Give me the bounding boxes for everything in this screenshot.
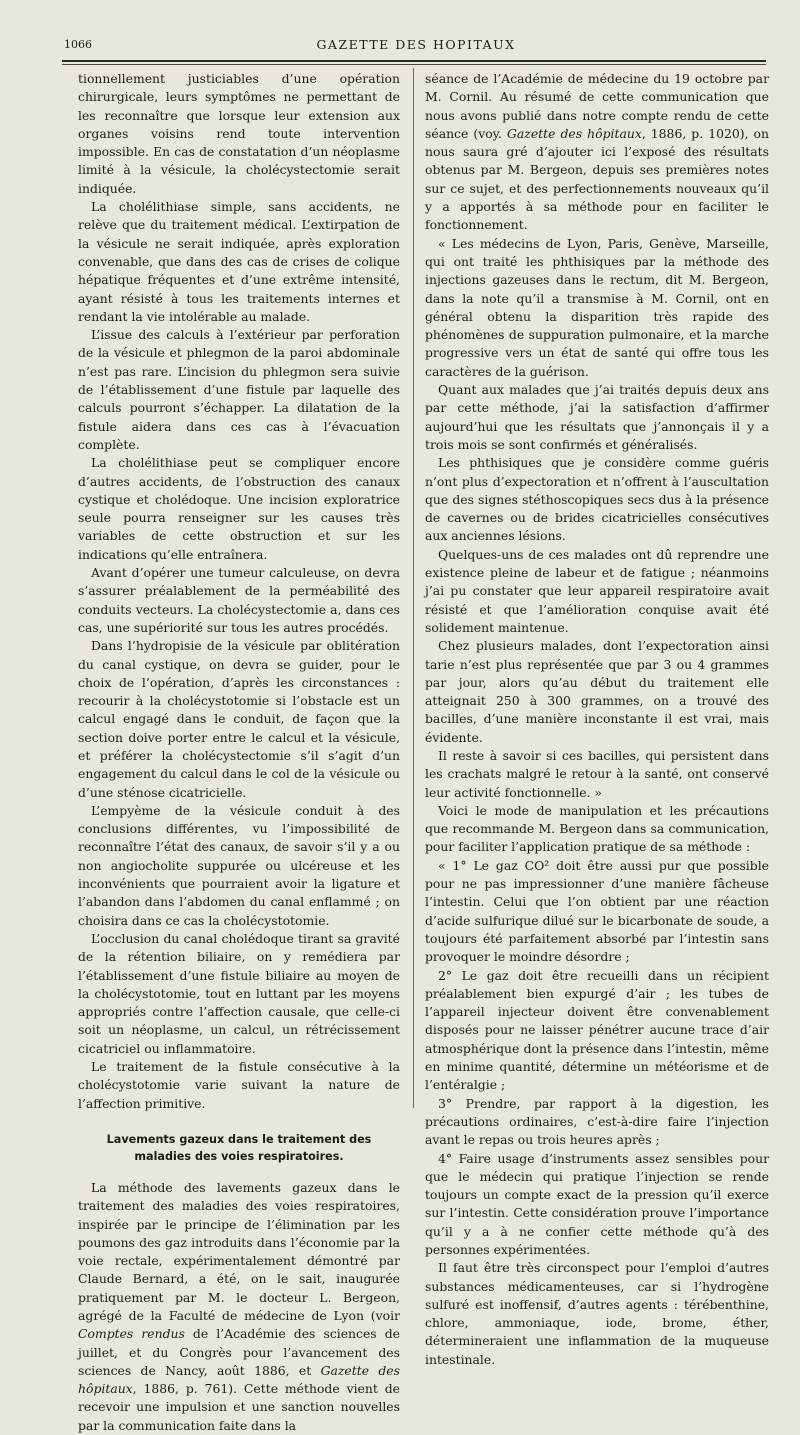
paragraph bbox=[78, 1179, 400, 1435]
paragraph: Les phthisiques que je considère comme guéris n’ont plus d’expectoration et n’offrent à l’auscultation que des signes stéthoscopiques secs dus à la présence de cavernes ou de brides cicatricielles consécutives aux anciennes lésions. bbox=[425, 455, 769, 544]
paragraph: 2° Le gaz doit être recueilli dans un récipient préalablement bien expurgé d’air ; les tubes de l’appareil injecteur doivent être convenablement disposés pour ne laisser pénétrer aucune trace d’air atmosphérique dont la présence dans l’intestin, même en minime quantité, détermine un météorisme et de l’entéralgie ; bbox=[425, 967, 769, 1093]
paragraph: Avant d’opérer une tumeur calculeuse, on devra s’assurer préalablement de la perméabilité des conduits vecteurs. La cholécystectomie a, dans ces cas, une supériorité sur tous les autres procédés. bbox=[78, 565, 400, 635]
text-run: La méthode des lavements gazeux dans le traitement des maladies des voies respiratoires, inspirée par le principe de l’élimination par les poumons des gaz introduits dans l’économie par la voie rectale, expérimentalement démontré par Claude Bernard, a été, on le sait, inaugurée pratiquement par M. le docteur L. Bergeon, agrégé de la Faculté de médecine de Lyon (voir bbox=[78, 1179, 400, 1323]
column-divider bbox=[413, 68, 414, 1108]
paragraph: L’issue des calculs à l’extérieur par perforation de la vésicule et phlegmon de la paroi abdominale n’est pas rare. L’incision du phlegmon sera suivie de l’établissement d’une fistule par laquelle des calculs pourront s’échapper. La dilatation de la fistule aidera dans ces cas à l’évacuation complète. bbox=[78, 327, 400, 452]
paragraph: tionnellement justiciables d’une opération chirurgicale, leurs symptômes ne permettant de les reconnaître que lorsque leur extension aux organes voisins rend toute intervention impossible. En cas de constatation d’un néoplasme limité à la vésicule, la cholécystectomie serait indiquée. bbox=[78, 71, 400, 196]
text-run: séance de l’Académie de médecine du 19 octobre par M. Cornil. Au résumé de cette communication que nous avons publié dans notre compte rendu de cette séance (voy. bbox=[425, 71, 769, 141]
page-number: 1066 bbox=[64, 38, 92, 51]
journal-title: GAZETTE DES HOPITAUX bbox=[316, 37, 516, 52]
left-column bbox=[78, 70, 400, 1435]
paragraph: Dans l’hydropisie de la vésicule par oblitération du canal cystique, on devra se guider, pour le choix de l’opération, d’après les circonstances : recourir à la cholécystotomie si l’obstacle est un calcul engagé dans le conduit, de façon que la section doive porter entre le calcul et la vésicule, et préférer la cholécystectomie s’il s’agit d’un engagement du calcul dans le col de la vésicule ou d’une sténose cicatricielle. bbox=[78, 638, 400, 800]
paragraph: Il reste à savoir si ces bacilles, qui persistent dans les crachats malgré le retour à la santé, ont conservé leur activité fonctionnelle. » bbox=[425, 747, 769, 800]
paragraph bbox=[425, 70, 769, 235]
citation-italic: Comptes rendus bbox=[78, 1326, 185, 1342]
citation-italic: Gazette des hôpitaux bbox=[507, 125, 642, 141]
paragraph: La cholélithiase peut se compliquer encore d’autres accidents, de l’obstruction des canaux cystique et cholédoque. Une incision exploratrice seule pourra renseigner sur les causes très variables de cette obstruction et sur les indications qu’elle entraînera. bbox=[78, 455, 400, 562]
citation-italic: Gazette des hôpitaux bbox=[78, 1362, 401, 1397]
paragraph: L’occlusion du canal cholédoque tirant sa gravité de la rétention biliaire, on y remédiera par l’établissement d’une fistule biliaire au moyen de la cholécystotomie, tout en luttant par les moyens appropriés contre l’affection causale, que celle-ci soit un néoplasme, un calcul, un rétrécissement cicatriciel ou inflammatoire. bbox=[78, 930, 400, 1056]
paragraph: « Les médecins de Lyon, Paris, Genève, Marseille, qui ont traité les phthisiques par la méthode des injections gazeuses dans le rectum, dit M. Bergeon, dans la note qu’il a transmise à M. Cornil, ont en général obtenu la disparition très rapide des phénomènes de suppuration pulmonaire, et la marche progressive vers un état de santé qui offre tous les caractères de la guérison. bbox=[425, 235, 769, 379]
paragraph: Chez plusieurs malades, dont l’expectoration ainsi tarie n’est plus représentée que par 3 ou 4 grammes par jour, alors qu’au début du traitement elle atteignait 250 à 300 grammes, on a trouvé des bacilles, d’une manière inconstante il est vrai, mais évidente. bbox=[425, 638, 769, 745]
header-rule-thick bbox=[62, 60, 766, 62]
paragraph: La cholélithiase simple, sans accidents, ne relève que du traitement médical. L’extirpation de la vésicule ne serait indiquée, après exploration convenable, que dans des cas de crises de colique hépatique fréquentes et d’une extrême intensité, ayant résisté à tous les traitements internes et rendant la vie intolérable au malade. bbox=[78, 199, 400, 324]
paragraph: 3° Prendre, par rapport à la digestion, les précautions ordinaires, c’est-à-dire faire l’injection avant le repas ou trois heures après ; bbox=[425, 1095, 769, 1148]
text-run: , 1886, p. 1020), on nous saura gré d’ajouter ici l’exposé des résultats obtenus par M. Bergeon, depuis ses premières notes sur ce sujet, et des perfectionnements nouveaux qu’il y a apportés à sa méthode pour en faciliter le fonctionnement. bbox=[425, 125, 769, 233]
paragraph: 4° Faire usage d’instruments assez sensibles pour que le médecin qui pratique l’injection se rende toujours un compte exact de la pression qu’il exerce sur l’intestin. Cette considération prouve l’importance qu’il y a à ne confier cette méthode qu’à des personnes expérimentées. bbox=[425, 1150, 769, 1257]
paragraph: Il faut être très circonspect pour l’emploi d’autres substances médicamenteuses, car si l’hydrogène sulfuré est inoffensif, d’autres agents : térébenthine, chlore, ammoniaque, iode, brome, éther, détermineraient une inflammation de la muqueuse intestinale. bbox=[425, 1260, 769, 1367]
paragraph: « 1° Le gaz CO² doit être aussi pur que possible pour ne pas impressionner d’une manière fâcheuse l’intestin. Celui que l’on obtient par une réaction d’acide sulfurique dilué sur le bicarbonate de soude, a toujours été parfaitement absorbé par l’intestin sans provoquer le moindre désordre ; bbox=[425, 857, 769, 965]
paragraph: Quant aux malades que j’ai traités depuis deux ans par cette méthode, j’ai la satisfaction d’affirmer aujourd’hui que les résultats que j’annonçais il y a trois mois se sont confirmés et généralisés. bbox=[425, 382, 769, 452]
paragraph: L’empyème de la vésicule conduit à des conclusions différentes, vu l’impossibilité de reconnaître l’état des canaux, de savoir s’il y a ou non angiocholite suppurée ou ulcéreuse et les inconvénients que pourraient avoir la ligature et l’abandon dans l’abdomen du canal enflammé ; on choisira dans ce cas la cholécystotomie. bbox=[78, 802, 400, 928]
paragraph: Le traitement de la fistule consécutive à la cholécystotomie varie suivant la nature de l’affection primitive. bbox=[78, 1059, 400, 1111]
right-column bbox=[425, 70, 769, 1369]
text-run: , 1886, p. 761). Cette méthode vient de recevoir une impulsion et une sanction nouvelles par la communication faite dans la bbox=[78, 1381, 400, 1433]
section-title: Lavements gazeux dans le traitement des maladies des voies respiratoires. bbox=[106, 1132, 372, 1163]
paragraph: Quelques-uns de ces malades ont dû reprendre une existence pleine de labeur et de fatigue ; néanmoins j’ai pu constater que leur appareil respiratoire avait résisté et que l’amélioration conquise avait été solidement maintenue. bbox=[425, 546, 769, 635]
header-rule-thin bbox=[62, 64, 766, 65]
text-run: de l’Académie des sciences de juillet, et du Congrès pour l’avancement des sciences de Nancy, août 1886, et bbox=[78, 1326, 400, 1378]
page-header bbox=[64, 36, 768, 56]
paragraph: Voici le mode de manipulation et les précautions que recommande M. Bergeon dans sa communication, pour faciliter l’application pratique de sa méthode : bbox=[425, 802, 769, 855]
